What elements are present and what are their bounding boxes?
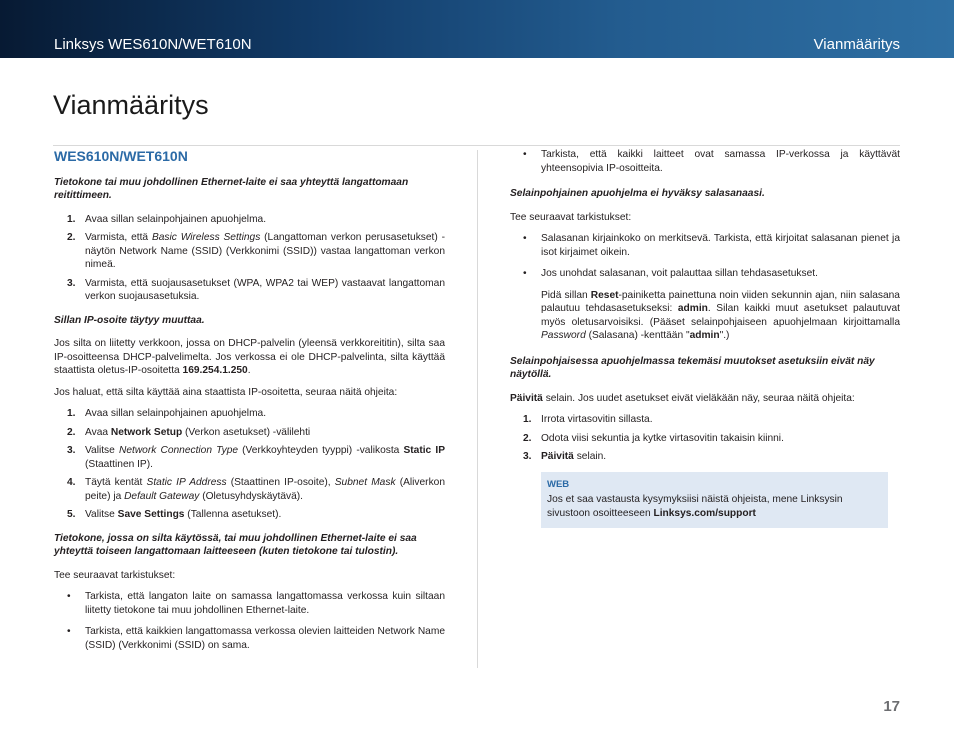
bullet-icon: • (523, 268, 527, 279)
list-item (54, 213, 445, 227)
paragraph: Tee seuraavat tarkistukset: (510, 211, 632, 223)
step-text: (Oletusyhdyskäytävä). (199, 490, 304, 502)
column-divider (477, 150, 478, 668)
support-link[interactable]: Linksys.com/support (653, 507, 756, 519)
step-text: (Tallenna asetukset). (184, 509, 282, 520)
page-title: Vianmääritys (53, 90, 209, 120)
list-item (54, 590, 445, 617)
step-text: Valitse (85, 509, 118, 520)
list-item (54, 277, 445, 304)
bullet-text: Tarkista, että kaikki laitteet ovat samassa IP-verkossa ja käyttävät yhteensopivia IP-osoitteita. (541, 149, 900, 174)
page-number: 17 (883, 698, 900, 715)
bullet-text: Salasanan kirjainkoko on merkitsevä. Tarkista, että kirjoitat salasanan pienet ja isot kirjaimet oikein. (541, 233, 900, 258)
header-section-name: Vianmääritys (813, 36, 900, 53)
reset-text: (Salasana) -kenttään " (585, 330, 690, 341)
step-text: Varmista, että (85, 232, 152, 243)
list-item (510, 450, 900, 464)
step-text-bold: Static IP (403, 445, 445, 456)
step-text-italic: Basic Wireless Settings (151, 232, 261, 243)
paragraph-text: . (247, 365, 251, 376)
step-text: Varmista, että suojausasetukset (WPA, WPA2 tai WEP) vastaavat langattoman verkon suojausasetuksia. (85, 277, 445, 302)
reset-text: . Silan kaikki muut asetukset palautuvat myös oletusarvoisiksi. (Pääset selainpohjaiseen apuohjelmaan kirjoittamalla (541, 303, 900, 328)
issue-heading-settings-not-shown: Selainpohjaisessa apuohjelmassa tekemäsi muutokset asetuksiin eivät näy näytöllä. (510, 355, 875, 380)
step-text: Valitse (85, 445, 119, 456)
step-number: 2. (67, 426, 76, 438)
step-text-bold: Save Settings (117, 509, 185, 520)
step-text: (Langattoman verkon perusasetukset) -näytön Network Name (SSID) (Verkkonimi (SSID)) vastaa langattoman verkon nimeä. (85, 232, 446, 270)
paragraph-text: Jos silta on liitetty verkkoon, jossa on DHCP-palvelin (yleensä verkkoreititin), silta saa IP-osoitteensa DHCP-palvelimelta. Jos verkossa ei ole DHCP-palvelinta, silta käyttää staattista oletus-IP-osoitetta (54, 338, 445, 376)
issue-heading-ethernet-router: Tietokone tai muu johdollinen Ethernet-laite ei saa yhteyttä langattomaan reitittimeen. (54, 176, 409, 201)
list-item (510, 267, 900, 281)
step-text-bold: Network Setup (110, 426, 183, 438)
paragraph (510, 392, 900, 406)
list-item (54, 476, 445, 503)
left-column (54, 148, 445, 660)
web-note-text (547, 493, 882, 520)
reset-text-italic: Password (541, 330, 586, 341)
section-title: WES610N/WET610N (54, 148, 188, 164)
bullet-text: Tarkista, että kaikkien langattomassa verkossa olevien laitteiden Network Name (SSID) (Verkkonimi (SSID) on sama. (85, 626, 445, 651)
bullet-icon: • (67, 591, 71, 602)
web-note-title: WEB (547, 478, 570, 490)
reset-text-bold: admin (677, 303, 708, 314)
list-item (510, 413, 900, 427)
paragraph-text: selain. Jos uudet asetukset eivät vieläkään näy, seuraa näitä ohjeita: (542, 392, 855, 404)
step-text: Odota viisi sekuntia ja kytke virtasovitin takaisin kiinni. (541, 432, 784, 444)
reset-instructions (510, 289, 900, 343)
step-text: selain. (573, 451, 607, 462)
step-text: Täytä kentät (85, 477, 147, 488)
list-item (54, 426, 445, 440)
reset-text: -painiketta painettuna noin viiden sekunnin ajan, niin salasana palautuu tehdasasetukseksi: (541, 289, 900, 314)
step-text: Irrota virtasovitin sillasta. (541, 414, 653, 425)
step-text: (Staattinen IP). (85, 458, 153, 470)
header-product-name: Linksys WES610N/WET610N (54, 36, 252, 53)
right-column (510, 148, 900, 528)
step-number: 1. (67, 408, 76, 419)
bullet-icon: • (67, 626, 71, 637)
page-header (0, 0, 954, 58)
step-text: Avaa (85, 426, 111, 438)
list-item (54, 444, 445, 471)
list-item (510, 232, 900, 259)
list-item (54, 508, 445, 522)
step-number: 5. (67, 509, 76, 520)
default-ip-address: 169.254.1.250 (182, 365, 248, 376)
step-number: 3. (67, 445, 76, 456)
step-number: 1. (67, 213, 76, 225)
issue-heading-ip-change: Sillan IP-osoite täytyy muuttaa. (54, 314, 205, 326)
step-text: (Verkkoyhteyden tyyppi) -valikosta (238, 445, 404, 456)
step-text: Avaa sillan selainpohjainen apuohjelma. (85, 408, 267, 419)
bullet-text: Jos unohdat salasanan, voit palauttaa sillan tehdasasetukset. (541, 268, 818, 279)
paragraph (54, 337, 445, 378)
step-text-bold: Päivitä (541, 451, 574, 462)
step-number: 2. (67, 232, 76, 243)
bullet-icon: • (523, 149, 527, 160)
step-text-italic: Network Connection Type (118, 445, 239, 456)
step-number: 2. (523, 432, 532, 444)
step-text-italic: Default Gateway (124, 490, 200, 502)
step-text-italic: Static IP Address (146, 477, 227, 488)
reset-text: Pidä sillan (541, 289, 591, 301)
title-divider (53, 145, 900, 146)
list-item (510, 148, 900, 175)
web-note-box (541, 472, 888, 529)
step-number: 1. (523, 414, 532, 425)
list-item (54, 625, 445, 652)
step-number: 3. (67, 277, 76, 289)
reset-text: ".) (719, 330, 730, 341)
paragraph-text-bold: Päivitä (510, 392, 543, 404)
paragraph: Tee seuraavat tarkistukset: (54, 569, 176, 581)
list-item (510, 432, 900, 446)
bullet-icon: • (523, 233, 527, 244)
issue-heading-wireless-device: Tietokone, jossa on silta käytössä, tai muu johdollinen Ethernet-laite ei saa yhteyttä toiseen langattomaan laitteeseen (kuten tietokone tai tulostin). (54, 532, 417, 557)
web-note-text-part: Jos et saa vastausta kysymyksiisi näistä ohjeista, mene Linksysin sivustoon osoitteeseen (547, 494, 843, 519)
list-item (54, 231, 445, 272)
issue-heading-password: Selainpohjainen apuohjelma ei hyväksy salasanaasi. (510, 188, 765, 199)
step-text: (Aliverkon peite) ja (85, 477, 445, 502)
step-number: 3. (523, 451, 532, 462)
step-text: (Staattinen IP-osoite), (226, 477, 335, 488)
step-text-italic: Subnet Mask (334, 477, 396, 488)
step-text: (Verkon asetukset) -välilehti (182, 426, 311, 438)
list-item (54, 407, 445, 421)
reset-text-bold: Reset (590, 289, 619, 301)
step-text: Avaa sillan selainpohjainen apuohjelma. (85, 213, 267, 225)
paragraph: Jos haluat, että silta käyttää aina staattista IP-osoitetta, seuraa näitä ohjeita: (54, 386, 398, 398)
bullet-text: Tarkista, että langaton laite on samassa langattomassa verkossa kuin siltaan liitetty tietokone tai muu johdollinen Ethernet-laite. (85, 591, 445, 616)
reset-text-bold: admin (689, 330, 720, 341)
step-number: 4. (67, 477, 76, 488)
